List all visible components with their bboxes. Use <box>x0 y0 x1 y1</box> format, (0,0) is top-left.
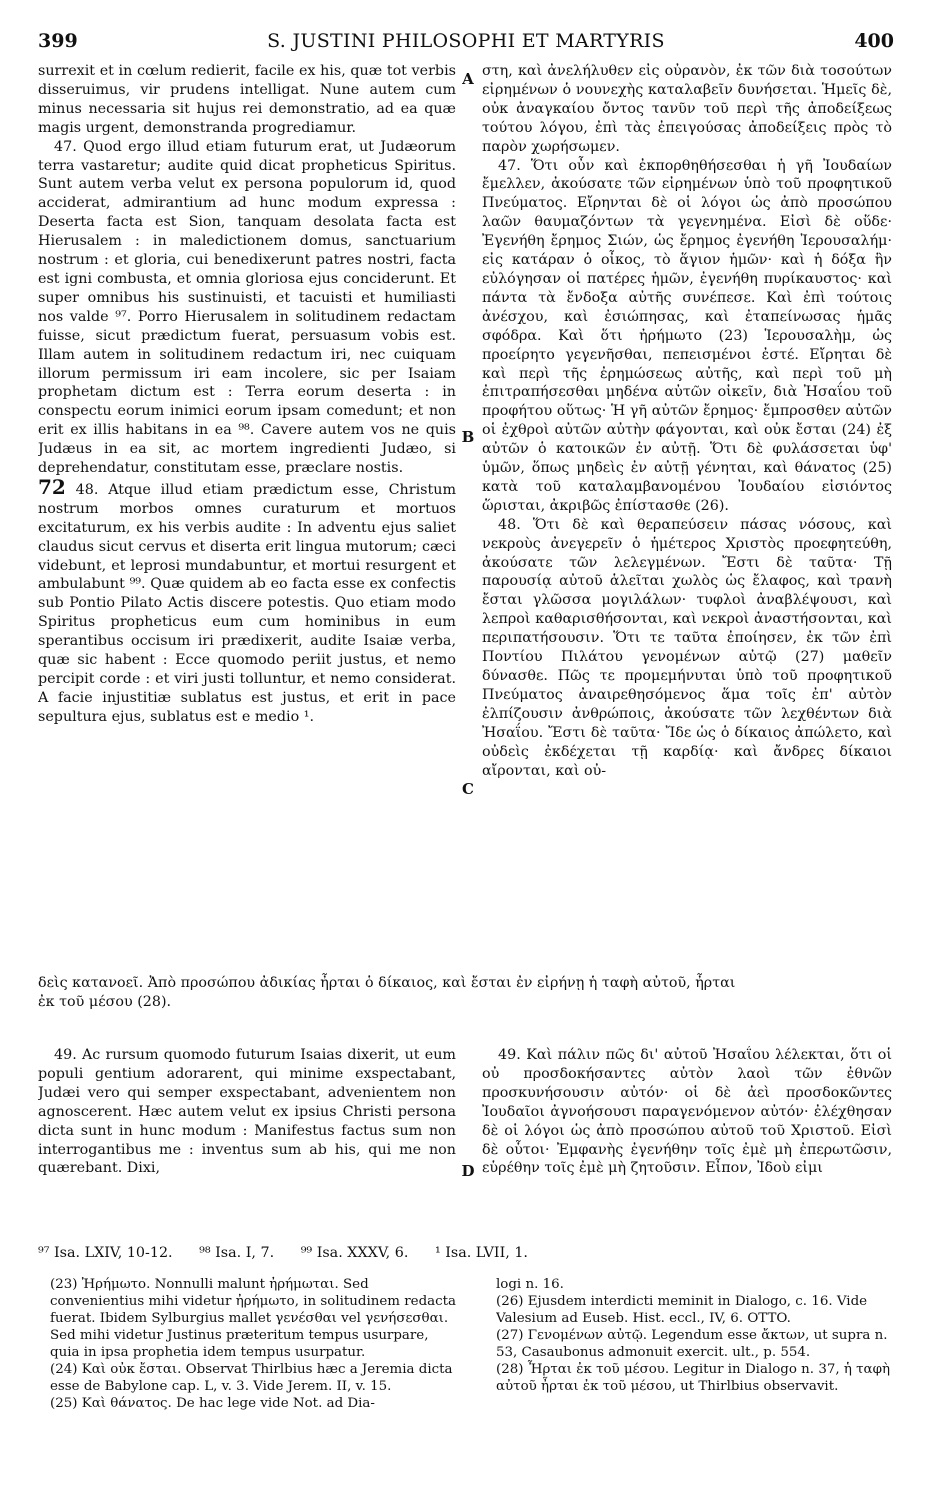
margin-marker-72: 72 <box>38 474 66 499</box>
running-header <box>38 30 894 60</box>
latin-paragraph-47: 47. Quod ergo illud etiam futurum erat, ut Judæorum terra vastaretur; audite quid dicat propheticus Spiritus. Sunt autem verba velut ex persona populorum id, quod acciderat, admirantium ad hunc modum expressa : Deserta facta est Sion, tanquam desolata facta est Hierusalem : in maledictionem domus, sanctuarium nostrum : et gloria, cui benedixerunt patres nostri, facta est igni combusta, et omnia gloriosa ejus conciderunt. Et super omnibus his sustinuisti, et tacuisti et humiliasti nos valde ⁹⁷. Porro Hierusalem in solitudinem redactam fuisse, sicut prædictum fuerat, persuasum vobis est. Illam autem in solitudinem redactum iri, nec cuiquam illorum permissum iri eam incolere, sic per Isaiam prophetam dictum est : Terra eorum deserta : in conspectu eorum inimici eorum ipsam comedunt; et non erit ex illis habitans in ea ⁹⁸. Cavere autem vos ne quis Judæus in ea sit, ac mortem ingredienti Judæo, si deprehendatur, constitutam esse, præclare nostis. <box>38 138 456 477</box>
footnote-25: (25) Καὶ θάνατος. De hac lege vide Not. ad Dia- <box>50 1396 375 1411</box>
greek-spanning-text <box>38 974 894 1012</box>
page-number-left: 399 <box>38 30 78 52</box>
greek-paragraph-49: 49. Καὶ πάλιν πῶς δι' αὐτοῦ Ἠσαΐου λέλεκται, ὅτι οἱ οὐ προσδοκήσαντες αὐτὸν λαοὶ τῶν ἐθνῶν προσκυνήσουσιν αὐτόν· οἱ δὲ ἀεὶ προσδοκῶντες Ἰουδαῖοι ἀγνοήσουσι παραγενόμενον αὐτόν· ἐλέχθησαν δὲ οἱ λόγοι ὡς ἀπὸ προσώπου αὐτοῦ τοῦ Χριστοῦ. Εἰσὶ δὲ οὗτοι· Ἐμφανὴς ἐγενήθην τοῖς ἐμὲ μὴ ἐπερωτῶσιν, εὑρέθην τοῖς ἐμὲ μὴ ζητοῦσιν. Εἶπον, Ἰδοὺ εἰμι <box>482 1047 892 1177</box>
greek-paragraph-47: 47. Ὅτι οὖν καὶ ἐκπορθηθήσεσθαι ἡ γῆ Ἰουδαίων ἔμελλεν, ἀκούσατε τῶν εἰρημένων ὑπὸ τοῦ προφητικοῦ Πνεύματος. Εἴρηνται δὲ οἱ λόγοι ὡς ἀπὸ προσώπου λαῶν θαυμαζόντων τὰ γεγενημένα. Εἰσὶ δὲ οὕδε· Ἐγενήθη ἔρημος Σιών, ὡς ἔρημος ἐγενήθη Ἰερουσαλήμ· εἰς κατάραν ὁ οἶκος, τὸ ἅγιον ἡμῶν· καὶ ἡ δόξα ἣν εὐλόγησαν οἱ πατέρες ἡμῶν, ἐγενήθη πυρίκαυστος· καὶ πάντα τὰ ἔνδοξα αὐτῆς συνέπεσε. Καὶ ἐπὶ τούτοις ἀνέσχου, καὶ ἐσιώπησας, καὶ ἐταπείνωσας ἡμᾶς σφόδρα. Καὶ ὅτι ἠρήμωτο (23) Ἱερουσαλὴμ, ὡς προείρητο γεγενῆσθαι, πεπεισμένοι ἐστέ. Εἴρηται δὲ καὶ περὶ τῆς ἐρημώσεως αὐτῆς, καὶ περὶ τοῦ μὴ ἐπιτραπήσεσθαι μηδένα αὐτῶν οἰκεῖν, διὰ Ἠσαΐου τοῦ προφήτου οὕτως· Ἡ γῆ αὐτῶν ἔρημος· ἔμπροσθεν αὐτῶν οἱ ἐχθροὶ αὐτῶν αὐτὴν φάγονται, καὶ οὐκ ἔσται (24) ἐξ αὐτῶν ὁ κατοικῶν ἐν αὐτῇ. Ὅτι δὲ φυλάσσεται ὑφ' ὑμῶν, ὅπως μηδεὶς ἐν αὐτῇ γένηται, καὶ θάνατος (25) κατὰ τοῦ καταλαμβανομένου Ἰουδαίου εἰσιόντος ὥρισται, ἀκριβῶς ἐπίστασθε (26). <box>482 157 892 514</box>
running-title: S. JUSTINI PHILOSOPHI ET MARTYRIS <box>267 30 665 52</box>
footnotes-left <box>50 1276 458 1496</box>
page-number-right: 400 <box>854 30 894 52</box>
greek-paragraph: στη, καὶ ἀνελήλυθεν εἰς οὐρανὸν, ἐκ τῶν διὰ τοσούτων εἰρημένων ὁ νουνεχὴς καταλαβεῖν δυνήσεται. Ἡμεῖς δὲ, οὐκ ἀναγκαίου ὄντος τανῦν τοῦ περὶ τῆς ἀποδείξεως τούτου λόγου, ἐπὶ τὰς ἐπειγούσας ἀποδείξεις πρὸς τὸ παρὸν χωρήσωμεν. <box>482 63 892 155</box>
footnote-23: (23) Ἠρήμωτο. Nonnulli malunt ἠρήμωται. Sed convenientius mihi videtur ἠρήμωτο, in solitudinem redacta fuerat. Ibidem Sylburgius mallet γενέσθαι vel γενήσεσθαι. Sed mihi videtur Justinus præteritum tempus usurpare, quia in ipsa prophetia idem tempus usurpatur. <box>50 1277 456 1360</box>
scripture-references <box>38 1244 894 1263</box>
latin-column <box>38 62 456 974</box>
reference-98: ⁹⁸ Isa. I, 7. <box>199 1245 275 1261</box>
reference-1: ¹ Isa. LVII, 1. <box>434 1245 528 1261</box>
reference-99: ⁹⁹ Isa. XXXV, 6. <box>300 1245 409 1261</box>
greek-paragraph-48: 48. Ὅτι δὲ καὶ θεραπεύσειν πάσας νόσους, καὶ νεκροὺς ἀνεγερεῖν ὁ ἡμέτερος Χριστὸς προεφητεύθη, ἀκούσατε τῶν λελεγμένων. Ἔστι δὲ ταῦτα· Τῇ παρουσίᾳ αὐτοῦ ἁλεῖται χωλὸς ὡς ἔλαφος, καὶ τρανὴ ἔσται γλῶσσα μογιλάλων· τυφλοὶ ἀναβλέψουσι, καὶ λεπροὶ καθαρισθήσονται, καὶ νεκροὶ ἀναστήσονται, καὶ περιπατήσουσιν. Ὅτι τε ταῦτα ἐποίησεν, ἐκ τῶν ἐπὶ Ποντίου Πιλάτου γενομένων αὐτῷ (27) μαθεῖν δύνασθε. Πῶς τε προμεμήνυται ὑπὸ τοῦ προφητικοῦ Πνεύματος ἀναιρεθησόμενος ἅμα τοῖς ἐπ' αὐτὸν ἐλπίζουσιν ἀνθρώποις, ἀκούσατε τῶν λεχθέντων διὰ Ἠσαΐου. Ἔστι δὲ ταῦτα· Ἴδε ὡς ὁ δίκαιος ἀπώλετο, καὶ οὐδεὶς ἐκδέχεται τῇ καρδίᾳ· καὶ ἄνδρες δίκαιοι αἴρονται, καὶ οὐ- <box>482 516 892 779</box>
reference-97: ⁹⁷ Isa. LXIV, 10-12. <box>38 1245 173 1261</box>
latin-paragraph-48 <box>38 474 456 727</box>
greek-column-lower <box>482 1046 892 1236</box>
margin-letter-b: B <box>461 428 475 446</box>
margin-letter-a: A <box>462 70 474 88</box>
footnote-27: (27) Γενομένων αὐτῷ. Legendum esse ἄκτων, ut supra n. 53, Casaubonus admonuit exercit. ult., p. 554. <box>496 1328 888 1360</box>
latin-paragraph-49: 49. Ac rursum quomodo futurum Isaias dixerit, ut eum populi gentium adorarent, qui minime exspectabant, Judæi vero qui semper exspectabant, advenientem non agnoscerent. Hæc autem velut ex ipsius Christi persona dicta sunt in hunc modum : Manifestus factus sum non interrogantibus me : inventus sum ab his, qui me non quærebant. Dixi, <box>38 1047 456 1177</box>
margin-letter-c: C <box>462 780 474 798</box>
footnote-24: (24) Καὶ οὐκ ἔσται. Observat Thirlbius hæc a Jeremia dicta esse de Babylone cap. L, v. 3. Vide Jerem. II, v. 15. <box>50 1362 453 1394</box>
footnote-25-continued: logi n. 16. <box>496 1277 564 1292</box>
footnote-28: (28) Ἦρται ἐκ τοῦ μέσου. Legitur in Dialogo n. 37, ἡ ταφὴ αὐτοῦ ἦρται ἐκ τοῦ μέσου, ut Thirlbius observavit. <box>496 1362 890 1394</box>
latin-paragraph: surrexit et in cœlum redierit, facile ex his, quæ tot verbis disseruimus, vir prudens intelligat. Nune autem cum minus necessaria sit hujus rei demonstratio, ad ea quæ magis urgent, demonstranda progrediamur. <box>38 63 456 136</box>
greek-spanning-line-2: ἐκ τοῦ μέσου (28). <box>38 994 172 1010</box>
footnote-26: (26) Ejusdem interdicti meminit in Dialogo, c. 16. Vide Valesium ad Euseb. Hist. eccl., IV, 6. OTTO. <box>496 1294 868 1326</box>
footnotes-right <box>496 1276 894 1496</box>
greek-column <box>482 62 892 962</box>
greek-spanning-line-1: δεὶς κατανοεῖ. Ἀπὸ προσώπου ἀδικίας ἦρται ὁ δίκαιος, καὶ ἔσται ἐν εἰρήνῃ ἡ ταφὴ αὐτοῦ, ἦρται <box>38 975 736 991</box>
latin-paragraph-48-text: 48. Atque illud etiam prædictum esse, Christum nostrum morbos omnes curaturum et mortuos excitaturum, ex his verbis audite : In adventu ejus saliet claudus sicut cervus et diserta erit lingua mutorum; cæci videbunt, et leprosi mundabuntur, et mortui resurgent et ambulabunt ⁹⁹. Quæ quidem ab eo facta esse ex confectis sub Pontio Pilato Actis discere potestis. Quo etiam modo Spiritus propheticus eum cum hominibus in eum sperantibus occisum iri prædixerit, audite Isaiæ verba, quæ sic habent : Ecce quomodo periit justus, et nemo percipit corde : et viri justi tolluntur, et nemo considerat. A facie injustitiæ sublatus est justus, et erit in pace sepultura ejus, sublatus est e medio ¹. <box>38 481 456 725</box>
margin-letter-d: D <box>461 1162 475 1180</box>
latin-column-lower <box>38 1046 456 1236</box>
